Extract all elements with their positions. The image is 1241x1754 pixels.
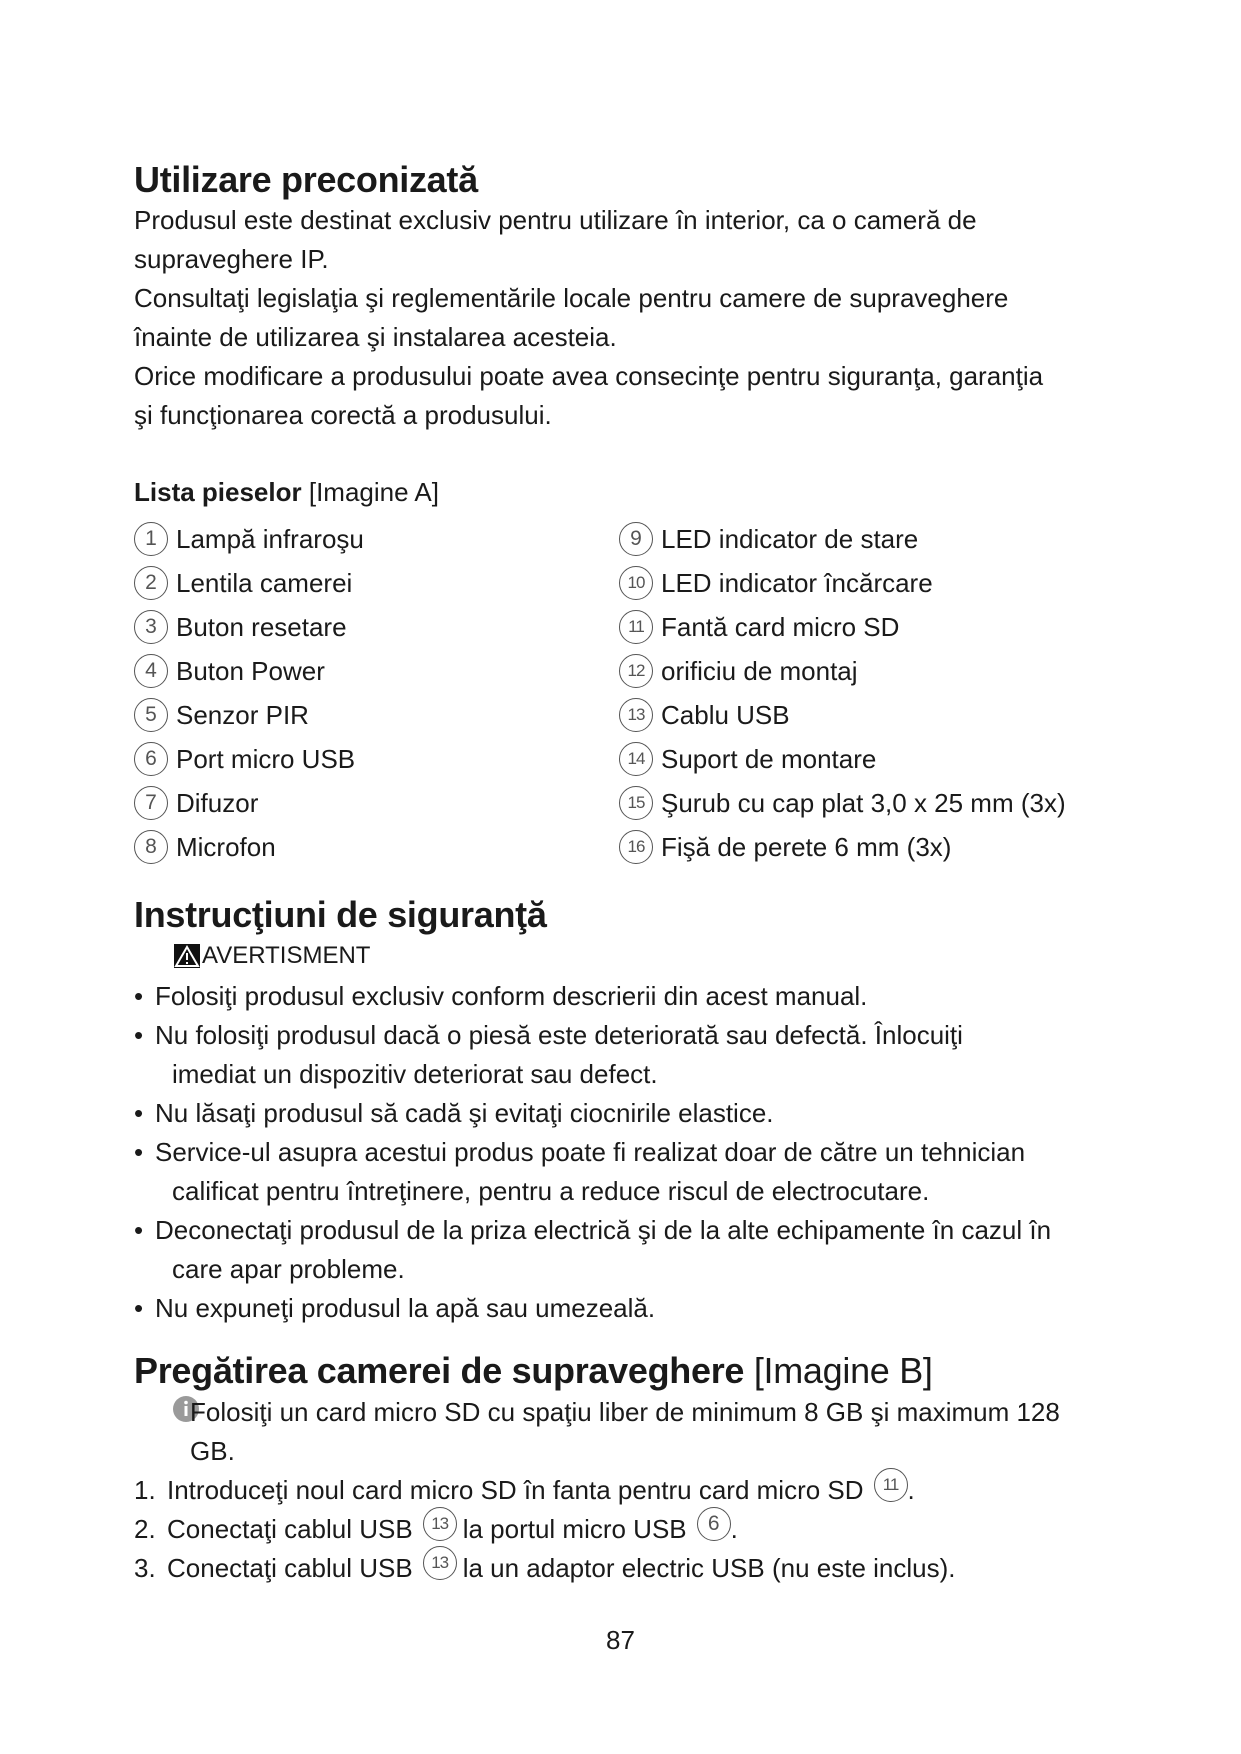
list-item: • Deconectaţi produsul de la priza electrică şi de la alte echipamente în cazul în care apar probleme. (134, 1211, 1124, 1289)
number-badge: 10 (619, 566, 653, 600)
number-badge: 11 (619, 610, 653, 644)
number-badge: 8 (134, 830, 168, 864)
steps-list (134, 1471, 1124, 1588)
list-item: 15 Şurub cu cap plat 3,0 x 25 mm (3x) (619, 781, 1066, 825)
number-badge: 4 (134, 654, 168, 688)
number-badge: 14 (619, 742, 653, 776)
number-badge: 1 (134, 522, 168, 556)
number-badge: 13 (423, 1546, 457, 1580)
section-title: Pregătirea camerei de supraveghere [Imagine B] (134, 1350, 933, 1391)
list-item: 11 Fantă card micro SD (619, 605, 1066, 649)
warning-label: AVERTISMENT (174, 939, 1124, 973)
note: Folosiţi un card micro SD cu spaţiu liber de minimum 8 GB şi maximum 128 GB. (172, 1393, 1124, 1471)
section-intended-use (134, 158, 1043, 435)
page-number: 87 (606, 1625, 635, 1655)
list-item: • Nu folosiţi produsul dacă o piesă este deteriorată sau defectă. Înlocuiţi imediat un dispozitiv deteriorat sau defect. (134, 1016, 1124, 1094)
list-item: 14 Suport de montare (619, 737, 1066, 781)
parts-list-title: Lista pieselor [Imagine A] (134, 477, 439, 507)
list-item: • Nu expuneţi produsul la apă sau umezeală. (134, 1289, 1124, 1328)
parts-grid (134, 517, 1124, 867)
list-item: 7 Difuzor (134, 781, 364, 825)
number-badge: 5 (134, 698, 168, 732)
list-item: 9 LED indicator de stare (619, 517, 1066, 561)
list-item: 1. Introduceţi noul card micro SD în fanta pentru card micro SD 11 . (134, 1471, 1124, 1510)
list-item: 5 Senzor PIR (134, 693, 364, 737)
list-item: 16 Fişă de perete 6 mm (3x) (619, 825, 1066, 869)
section-title: Utilizare preconizată (134, 159, 478, 200)
list-item: 10 LED indicator încărcare (619, 561, 1066, 605)
number-badge: 7 (134, 786, 168, 820)
list-item: 3. Conectaţi cablul USB 13 la un adaptor electric USB (nu este inclus). (134, 1549, 1124, 1588)
parts-column-right (619, 517, 1066, 869)
list-item: 12 orificiu de montaj (619, 649, 1066, 693)
number-badge: 2 (134, 566, 168, 600)
list-item: 6 Port micro USB (134, 737, 364, 781)
section-preparation (134, 1349, 1124, 1588)
number-badge: 3 (134, 610, 168, 644)
number-badge: 13 (619, 698, 653, 732)
parts-list (134, 474, 1124, 867)
number-badge: 12 (619, 654, 653, 688)
list-item: • Nu lăsaţi produsul să cadă şi evitaţi ciocnirile elastice. (134, 1094, 1124, 1133)
number-badge: 11 (874, 1468, 908, 1502)
number-badge: 6 (697, 1507, 731, 1541)
list-item: 13 Cablu USB (619, 693, 1066, 737)
list-item: • Service-ul asupra acestui produs poate fi realizat doar de către un tehnician calificat pentru întreţinere, pentru a reduce riscul de electrocutare. (134, 1133, 1124, 1211)
list-item: 2 Lentila camerei (134, 561, 364, 605)
intended-use-text: Produsul este destinat exclusiv pentru utilizare în interior, ca o cameră de supraveghere IP. Consultaţi legislaţia şi reglementările locale pentru camere de supraveghere înainte de utilizarea şi instalarea acesteia. Orice modificare a produsului poate avea consecinţe pentru siguranţa, garanţia şi funcţionarea corectă a produsului. (134, 205, 1044, 430)
number-badge: 9 (619, 522, 653, 556)
list-item: 4 Buton Power (134, 649, 364, 693)
number-badge: 6 (134, 742, 168, 776)
safety-list (134, 977, 1124, 1328)
parts-column-left (134, 517, 364, 869)
section-title: Instrucţiuni de siguranţă (134, 894, 547, 935)
section-safety (134, 893, 1124, 1328)
warning-icon (174, 944, 200, 968)
number-badge: 13 (423, 1507, 457, 1541)
list-item: 8 Microfon (134, 825, 364, 869)
list-item: 3 Buton resetare (134, 605, 364, 649)
list-item: • Folosiţi produsul exclusiv conform descrierii din acest manual. (134, 977, 1124, 1016)
number-badge: 16 (619, 830, 653, 864)
list-item: 2. Conectaţi cablul USB 13 la portul micro USB 6 . (134, 1510, 1124, 1549)
list-item: 1 Lampă infraroşu (134, 517, 364, 561)
number-badge: 15 (619, 786, 653, 820)
